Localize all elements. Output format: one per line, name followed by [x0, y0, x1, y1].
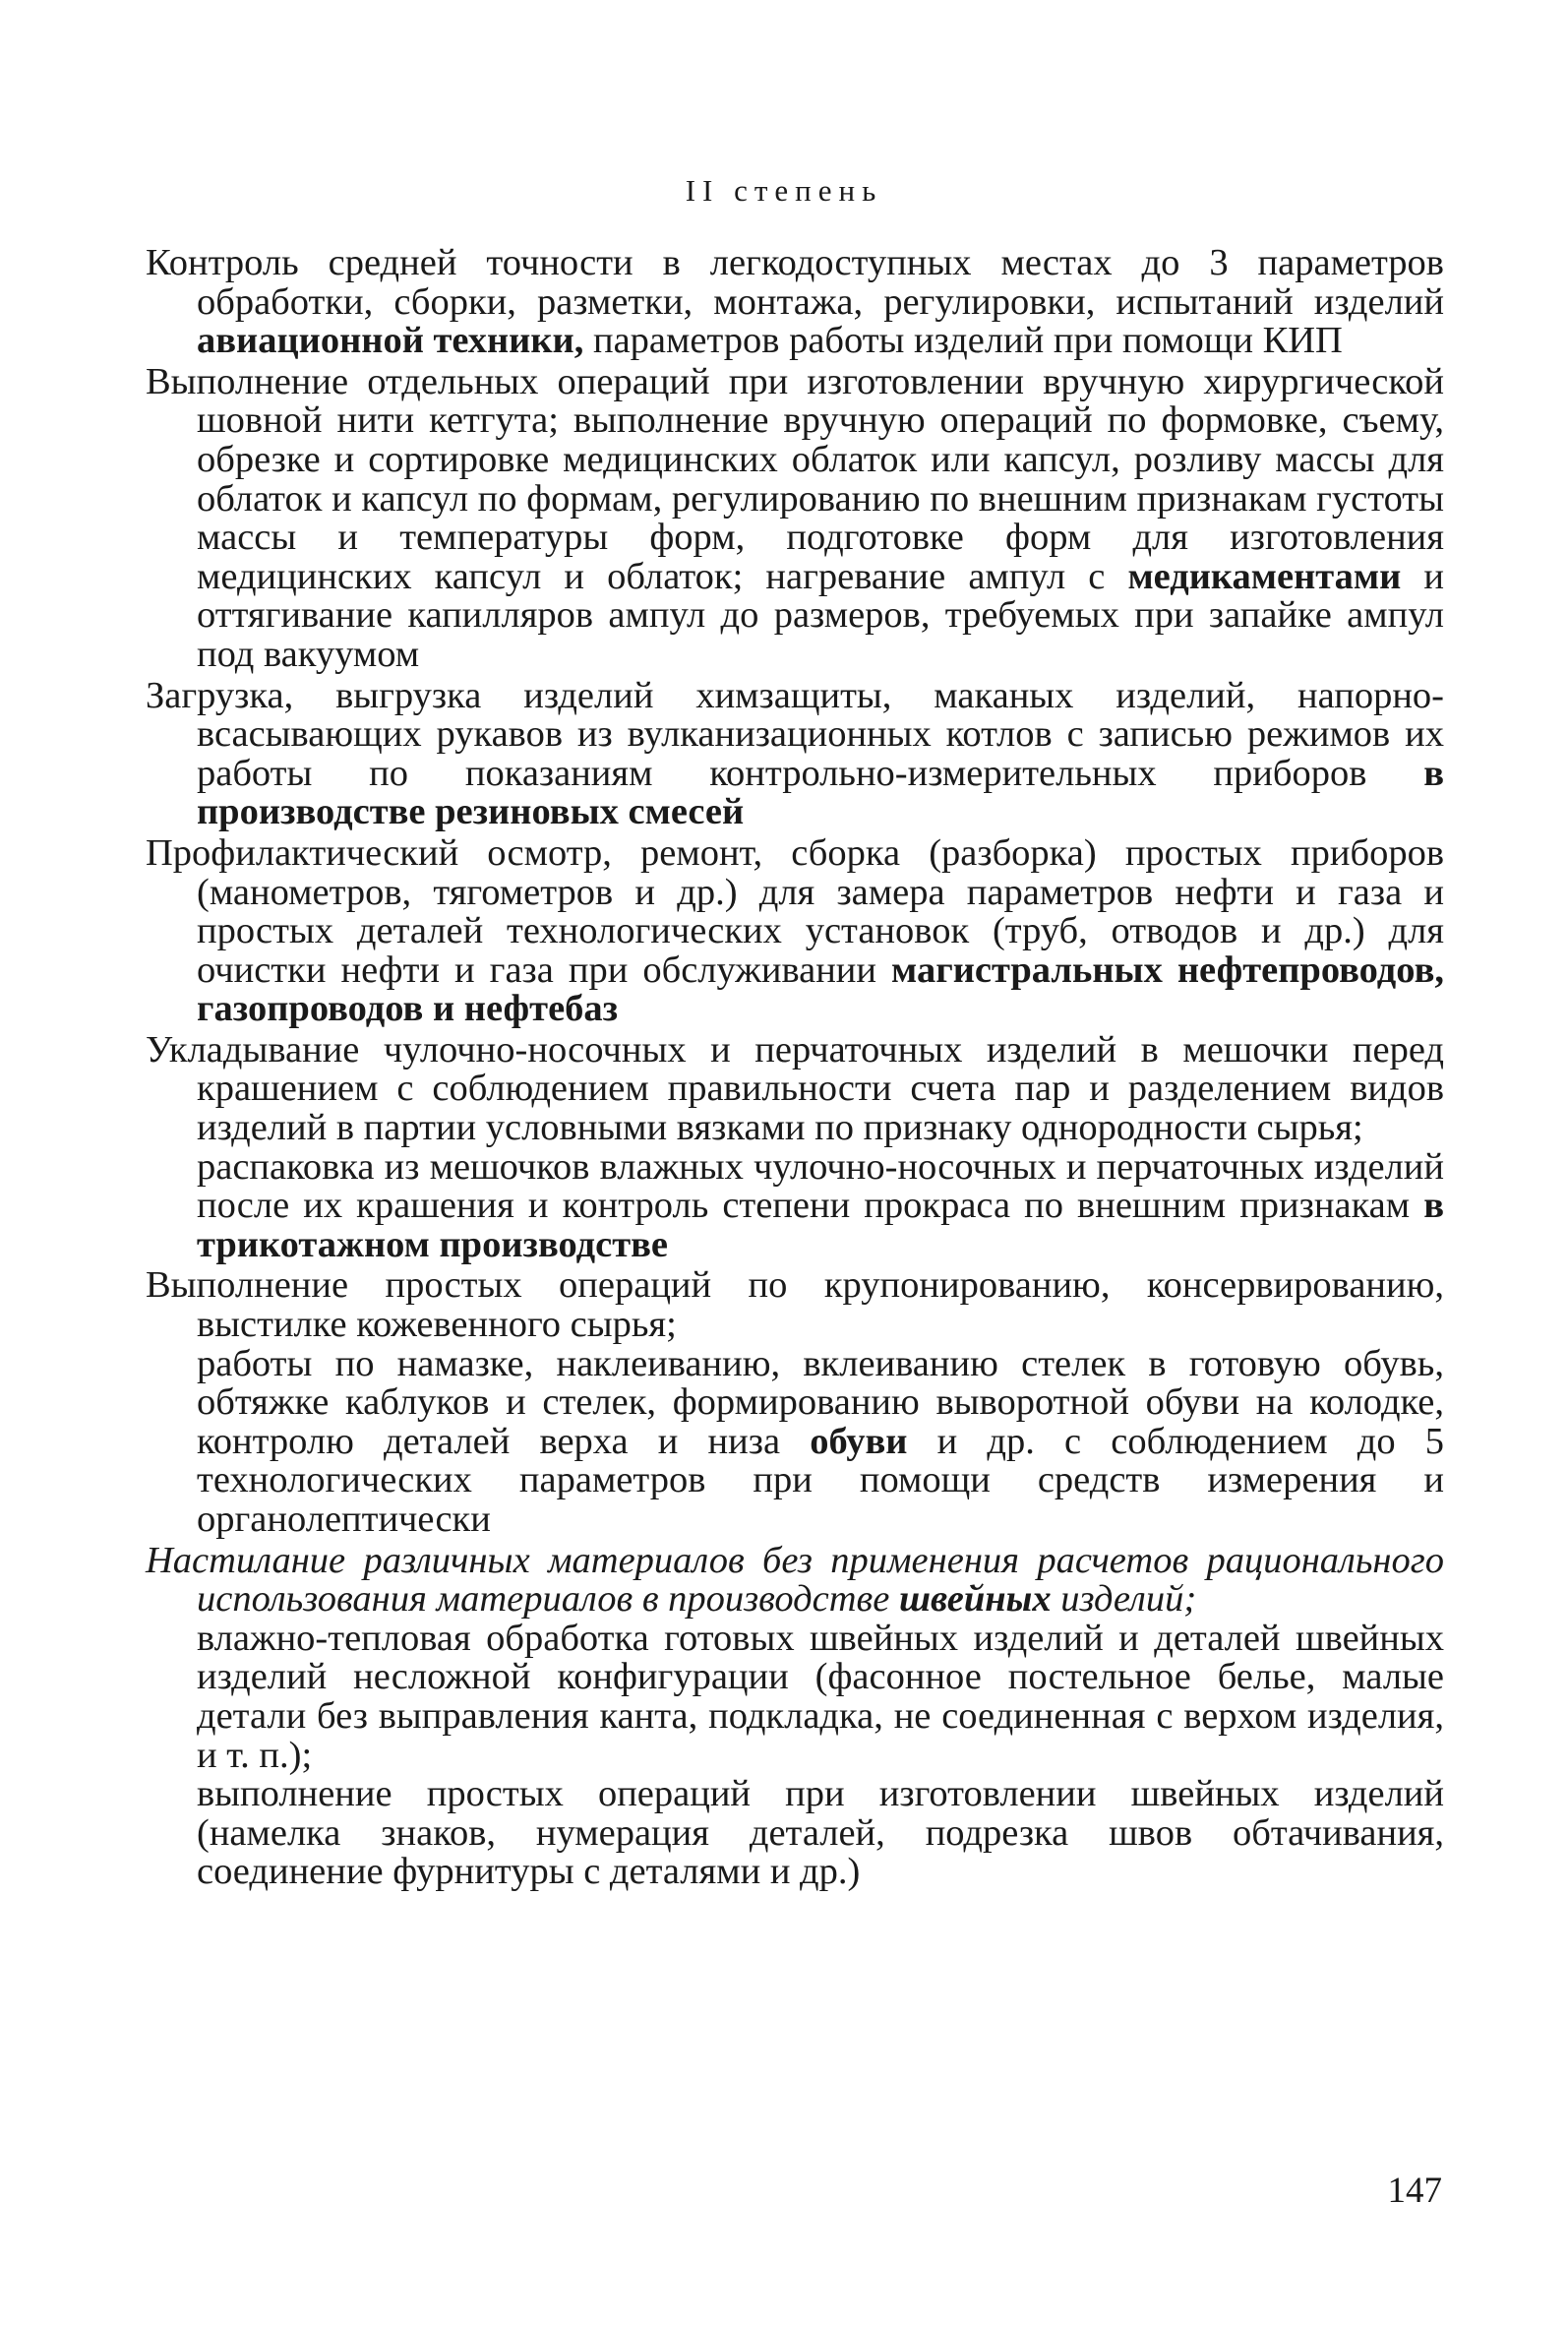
entry-text: Настилание различных материалов без применения расчетов рационального использования материалов в производстве: [146, 1539, 1444, 1621]
entry-text: распаковка из мешочков влажных чулочно-носочных и перчаточных изделий после их крашения и контроль степени прокраса по внешним признакам: [197, 1145, 1444, 1227]
entry-text: и оттягивание капилляров ампул до размеров, требуемых при запайке ампул под вакуумом: [197, 555, 1444, 675]
entry-paragraph: [146, 1264, 1444, 1346]
entry-text: выполнение простых операций при изготовлении швейных изделий (намелка знаков, нумерация деталей, подрезка швов обтачивания, соединение фурнитуры с деталями и др.): [197, 1773, 1444, 1893]
entry-industry-bold: швейных: [898, 1578, 1052, 1621]
entry-text: параметров работы изделий при помощи КИП: [583, 320, 1343, 362]
entry-industry-bold: магистральных нефтепроводов, газопроводов и нефтебаз: [197, 948, 1444, 1030]
list-item: [146, 360, 1444, 675]
entry-text: изделий;: [1051, 1578, 1197, 1621]
entry-text: работы по намазке, наклеиванию, вклеиванию стелек в готовую обувь, обтяжке каблуков и стелек, формированию выворотной обуви на колодке, контролю деталей верха и низа: [197, 1342, 1444, 1462]
list-item: [146, 1028, 1444, 1265]
entry-continuation: [197, 1342, 1444, 1540]
entries-list: [146, 244, 1444, 1894]
entry-paragraph: [146, 242, 1444, 362]
entry-text: Профилактический осмотр, ремонт, сборка (разборка) простых приборов (манометров, тягометров и др.) для замера параметров нефти и газа и простых деталей технологических установок (труб, отводов и др.) для очистки нефти и газа при обслуживании: [146, 831, 1444, 991]
list-item: [146, 674, 1444, 833]
entry-paragraph: [146, 1028, 1444, 1149]
entry-paragraph: [146, 1539, 1444, 1621]
entry-continuation: [197, 1617, 1444, 1776]
entry-text: Укладывание чулочно-носочных и перчаточных изделий в мешочки перед крашением с соблюдением правильности счета пар и разделением видов изделий в партии условными вязками по признаку однородности сырья;: [146, 1028, 1444, 1149]
entry-paragraph: [146, 674, 1444, 833]
section-heading: II степень: [685, 173, 883, 208]
entry-text: влажно-тепловая обработка готовых швейных изделий и деталей швейных изделий несложной конфигурации (фасонное постельное белье, малые детали без выправления канта, подкладка, не соединенная с верхом изделия, и т. п.);: [197, 1617, 1444, 1776]
entry-continuation: [197, 1145, 1444, 1265]
entry-industry-bold: медикаментами: [1127, 555, 1402, 597]
entry-paragraph: [146, 360, 1444, 675]
entry-text: и др. с соблюдением до 5 технологических параметров при помощи средств измерения и органолептически: [197, 1420, 1444, 1540]
entry-paragraph: [146, 831, 1444, 1030]
entry-text: Загрузка, выгрузка изделий химзащиты, маканых изделий, напорно-всасывающих рукавов из вулканизационных котлов с записью режимов их работы по показаниям контрольно-измерительных приборов: [146, 674, 1444, 794]
list-item: [146, 1266, 1444, 1539]
page-number: 147: [1387, 2171, 1442, 2211]
entry-continuation: [197, 1775, 1444, 1892]
list-item: [146, 831, 1444, 1030]
entry-industry-bold: обуви: [810, 1420, 908, 1462]
list-item: [146, 244, 1444, 361]
entry-industry-bold: в производстве резиновых смесей: [197, 752, 1444, 833]
entry-industry-bold: в трикотажном производстве: [197, 1185, 1444, 1265]
entry-text: Выполнение отдельных операций при изготовлении вручную хирургической шовной нити кетгута; выполнение вручную операций по формовке, съему, обрезке и сортировке медицинских облаток или капсул, розливу массы для облаток и капсул по формам, регулированию по внешним признакам густоты массы и температуры форм, подготовке форм для изготовления медицинских капсул и облаток; нагревание ампул с: [146, 360, 1444, 597]
list-item: [146, 1539, 1444, 1893]
entry-text: Контроль средней точности в легкодоступных местах до 3 параметров обработки, сборки, разметки, монтажа, регулировки, испытаний изделий: [146, 242, 1444, 323]
entry-industry-bold: авиационной техники,: [197, 320, 584, 362]
entry-text: Выполнение простых операций по крупонированию, консервированию, выстилке кожевенного сырья;: [146, 1264, 1444, 1346]
